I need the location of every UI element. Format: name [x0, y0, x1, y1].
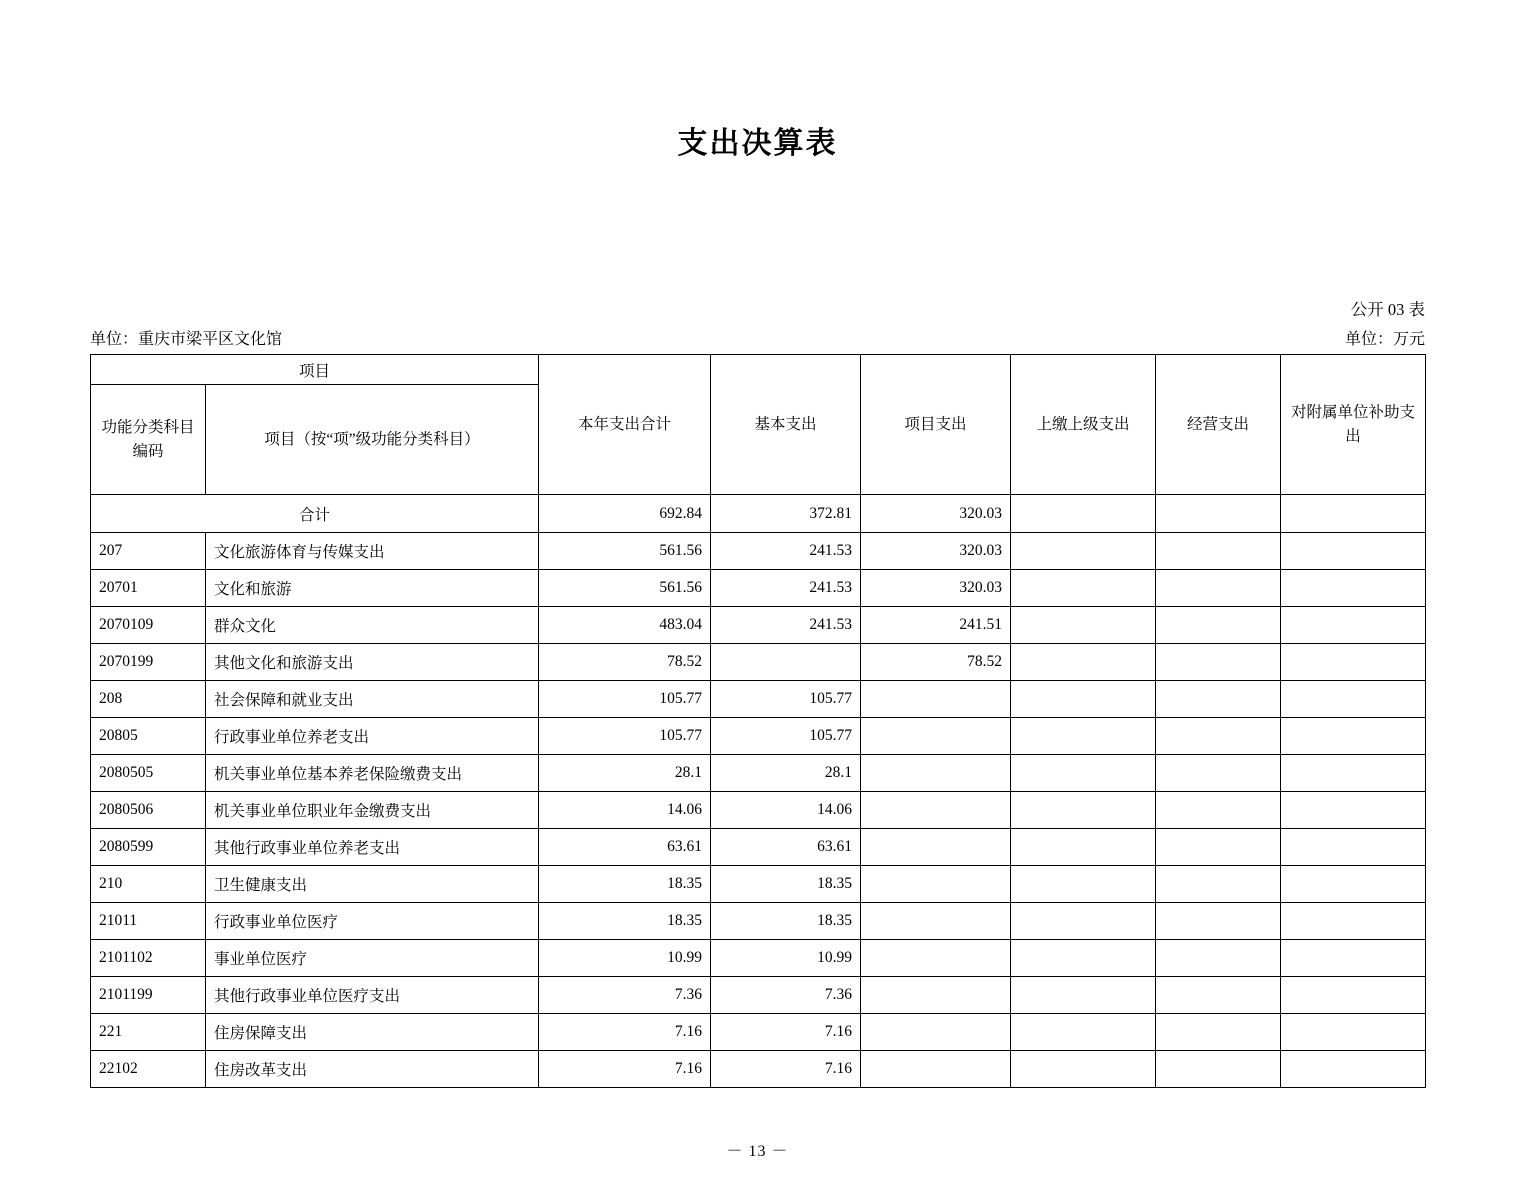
cell-code: 2080599: [91, 829, 206, 866]
cell-subsidy: [1281, 866, 1426, 903]
cell-upper: [1011, 866, 1156, 903]
table-row: [91, 1014, 1426, 1051]
table-body: [91, 495, 1426, 1088]
header-upper: 上缴上级支出: [1011, 355, 1156, 495]
cell-upper: [1011, 977, 1156, 1014]
cell-operating: [1156, 718, 1281, 755]
cell-operating: [1156, 607, 1281, 644]
cell-code: 2101199: [91, 977, 206, 1014]
cell-year-total: 105.77: [539, 681, 711, 718]
cell-year-total: 561.56: [539, 533, 711, 570]
cell-year-total: 18.35: [539, 866, 711, 903]
cell-code: 2070109: [91, 607, 206, 644]
cell-upper: [1011, 718, 1156, 755]
cell-year-total: 7.16: [539, 1014, 711, 1051]
expenditure-table: [90, 354, 1426, 1088]
cell-year-total: 28.1: [539, 755, 711, 792]
table-row: [91, 792, 1426, 829]
cell-project: [861, 1014, 1011, 1051]
cell-item-name: 卫生健康支出: [206, 866, 539, 903]
cell-project: [861, 1051, 1011, 1088]
cell-upper: [1011, 533, 1156, 570]
cell-operating: [1156, 681, 1281, 718]
cell-project: 78.52: [861, 644, 1011, 681]
cell-item-name: 机关事业单位基本养老保险缴费支出: [206, 755, 539, 792]
cell-item-name: 住房保障支出: [206, 1014, 539, 1051]
header-project: 项目支出: [861, 355, 1011, 495]
total-basic: 372.81: [711, 495, 861, 533]
cell-operating: [1156, 755, 1281, 792]
table-row: [91, 866, 1426, 903]
cell-upper: [1011, 903, 1156, 940]
cell-code: 2070199: [91, 644, 206, 681]
cell-item-name: 行政事业单位医疗: [206, 903, 539, 940]
cell-subsidy: [1281, 607, 1426, 644]
cell-code: 221: [91, 1014, 206, 1051]
cell-subsidy: [1281, 1051, 1426, 1088]
cell-subsidy: [1281, 644, 1426, 681]
total-subsidy: [1281, 495, 1426, 533]
cell-operating: [1156, 977, 1281, 1014]
cell-upper: [1011, 829, 1156, 866]
cell-project: [861, 940, 1011, 977]
cell-project: 320.03: [861, 570, 1011, 607]
cell-project: 241.51: [861, 607, 1011, 644]
cell-basic: 7.16: [711, 1014, 861, 1051]
cell-item-name: 其他文化和旅游支出: [206, 644, 539, 681]
cell-project: 320.03: [861, 533, 1011, 570]
cell-year-total: 10.99: [539, 940, 711, 977]
table-row: [91, 681, 1426, 718]
amount-unit-label: 单位：万元: [1344, 331, 1425, 348]
cell-code: 22102: [91, 1051, 206, 1088]
table-row: [91, 903, 1426, 940]
cell-operating: [1156, 829, 1281, 866]
total-year-total: 692.84: [539, 495, 711, 533]
cell-subsidy: [1281, 829, 1426, 866]
cell-operating: [1156, 866, 1281, 903]
cell-subsidy: [1281, 1014, 1426, 1051]
cell-operating: [1156, 570, 1281, 607]
header-subsidy: 对附属单位补助支出: [1281, 355, 1426, 495]
cell-operating: [1156, 644, 1281, 681]
cell-basic: [711, 644, 861, 681]
total-upper: [1011, 495, 1156, 533]
header-basic: 基本支出: [711, 355, 861, 495]
cell-basic: 7.16: [711, 1051, 861, 1088]
cell-operating: [1156, 940, 1281, 977]
cell-subsidy: [1281, 792, 1426, 829]
table-row: [91, 977, 1426, 1014]
cell-basic: 105.77: [711, 681, 861, 718]
cell-project: [861, 755, 1011, 792]
cell-year-total: 14.06: [539, 792, 711, 829]
cell-code: 2101102: [91, 940, 206, 977]
header-item: 项目（按“项”级功能分类科目）: [206, 385, 539, 495]
cell-upper: [1011, 792, 1156, 829]
cell-project: [861, 829, 1011, 866]
table-row: [91, 1051, 1426, 1088]
cell-item-name: 其他行政事业单位医疗支出: [206, 977, 539, 1014]
cell-upper: [1011, 940, 1156, 977]
table-row: [91, 644, 1426, 681]
cell-upper: [1011, 570, 1156, 607]
cell-code: 21011: [91, 903, 206, 940]
cell-upper: [1011, 681, 1156, 718]
cell-operating: [1156, 533, 1281, 570]
cell-subsidy: [1281, 903, 1426, 940]
cell-year-total: 483.04: [539, 607, 711, 644]
table-row: [91, 607, 1426, 644]
cell-project: [861, 792, 1011, 829]
cell-upper: [1011, 755, 1156, 792]
cell-basic: 10.99: [711, 940, 861, 977]
cell-code: 210: [91, 866, 206, 903]
table-head-group-row: [91, 355, 1426, 385]
header-group-item: 项目: [91, 355, 539, 385]
cell-subsidy: [1281, 718, 1426, 755]
cell-subsidy: [1281, 681, 1426, 718]
table-row: [91, 570, 1426, 607]
cell-code: 2080506: [91, 792, 206, 829]
total-label: 合计: [91, 495, 539, 533]
cell-item-name: 群众文化: [206, 607, 539, 644]
cell-item-name: 事业单位医疗: [206, 940, 539, 977]
cell-subsidy: [1281, 977, 1426, 1014]
cell-item-name: 社会保障和就业支出: [206, 681, 539, 718]
table-head: [91, 355, 1426, 495]
cell-basic: 7.36: [711, 977, 861, 1014]
cell-basic: 63.61: [711, 829, 861, 866]
cell-project: [861, 681, 1011, 718]
cell-basic: 18.35: [711, 866, 861, 903]
cell-code: 20701: [91, 570, 206, 607]
cell-code: 2080505: [91, 755, 206, 792]
cell-year-total: 18.35: [539, 903, 711, 940]
cell-operating: [1156, 1014, 1281, 1051]
cell-basic: 241.53: [711, 570, 861, 607]
header-code: 功能分类科目编码: [91, 385, 206, 495]
table-row: [91, 940, 1426, 977]
cell-subsidy: [1281, 940, 1426, 977]
meta-row: [90, 326, 1425, 349]
cell-upper: [1011, 644, 1156, 681]
document-page: [0, 118, 1515, 1187]
cell-code: 208: [91, 681, 206, 718]
cell-item-name: 住房改革支出: [206, 1051, 539, 1088]
cell-subsidy: [1281, 755, 1426, 792]
table-row: [91, 829, 1426, 866]
cell-upper: [1011, 1014, 1156, 1051]
header-operating: 经营支出: [1156, 355, 1281, 495]
cell-operating: [1156, 903, 1281, 940]
cell-basic: 18.35: [711, 903, 861, 940]
cell-subsidy: [1281, 570, 1426, 607]
cell-project: [861, 977, 1011, 1014]
cell-operating: [1156, 1051, 1281, 1088]
cell-item-name: 机关事业单位职业年金缴费支出: [206, 792, 539, 829]
cell-code: 207: [91, 533, 206, 570]
cell-basic: 28.1: [711, 755, 861, 792]
cell-item-name: 行政事业单位养老支出: [206, 718, 539, 755]
cell-project: [861, 718, 1011, 755]
cell-year-total: 63.61: [539, 829, 711, 866]
cell-item-name: 其他行政事业单位养老支出: [206, 829, 539, 866]
cell-project: [861, 903, 1011, 940]
cell-basic: 241.53: [711, 607, 861, 644]
total-project: 320.03: [861, 495, 1011, 533]
page-footer: － 13 －: [726, 1143, 789, 1160]
page-title: 支出决算表: [677, 127, 838, 160]
sheet-number: 公开 03 表: [1350, 300, 1425, 319]
table-row: [91, 533, 1426, 570]
unit-label: 单位：重庆市梁平区文化馆: [90, 331, 283, 348]
cell-year-total: 7.36: [539, 977, 711, 1014]
cell-item-name: 文化旅游体育与传媒支出: [206, 533, 539, 570]
cell-year-total: 105.77: [539, 718, 711, 755]
header-year-total: 本年支出合计: [539, 355, 711, 495]
table-row: [91, 718, 1426, 755]
cell-project: [861, 866, 1011, 903]
cell-year-total: 78.52: [539, 644, 711, 681]
cell-basic: 14.06: [711, 792, 861, 829]
cell-year-total: 7.16: [539, 1051, 711, 1088]
table-row: [91, 755, 1426, 792]
cell-year-total: 561.56: [539, 570, 711, 607]
cell-basic: 241.53: [711, 533, 861, 570]
total-operating: [1156, 495, 1281, 533]
cell-subsidy: [1281, 533, 1426, 570]
cell-upper: [1011, 1051, 1156, 1088]
cell-operating: [1156, 792, 1281, 829]
table-row-total: [91, 495, 1426, 533]
cell-item-name: 文化和旅游: [206, 570, 539, 607]
cell-upper: [1011, 607, 1156, 644]
cell-code: 20805: [91, 718, 206, 755]
cell-basic: 105.77: [711, 718, 861, 755]
